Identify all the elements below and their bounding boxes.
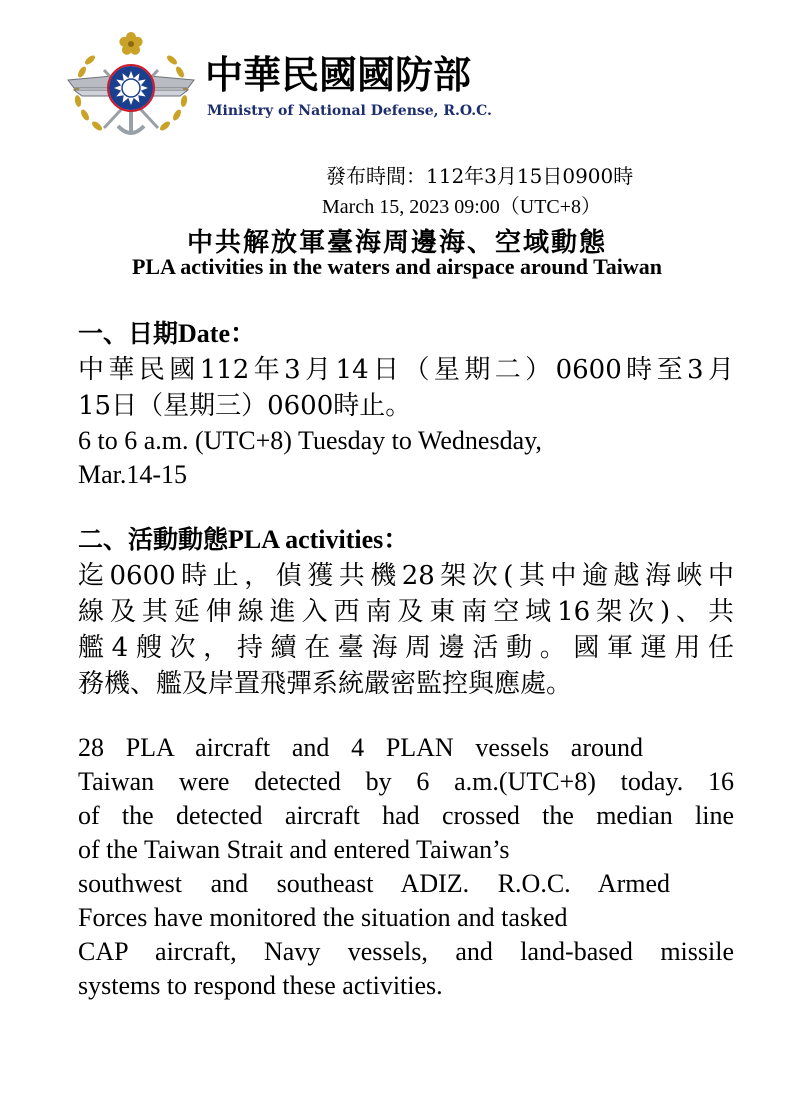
text-line: 28 PLA aircraft and 4 PLAN vessels around (78, 733, 643, 762)
section-activities-heading-zh: 二、活動動態 (78, 525, 229, 554)
release-time-zh: 發布時間：112年3月15日0900時 (326, 164, 634, 188)
text-line: CAP aircraft, Navy vessels, and land-based missile (78, 937, 734, 966)
document-title-zh: 中共解放軍臺海周邊海、空域動態 (186, 228, 607, 258)
section-activities (78, 522, 734, 702)
section-activities-english (78, 731, 734, 1003)
section-date-heading (78, 316, 734, 352)
document-title-en: PLA activities in the waters and airspace around Taiwan (131, 254, 663, 279)
text-line: 艦4艘次，持續在臺海周邊活動。國軍運用任 (78, 633, 734, 663)
text-line: 務機、艦及岸置飛彈系統嚴密監控與應處。 (78, 669, 573, 699)
section-activities-body-en (78, 731, 734, 1003)
section-date-body-en (78, 424, 734, 492)
text-line: Taiwan were detected by 6 a.m.(UTC+8) today. 16 (78, 767, 734, 796)
section-date (78, 316, 734, 492)
section-activities-heading-en: PLA activities： (228, 525, 410, 554)
text-line: Mar.14-15 (78, 460, 188, 489)
section-activities-heading (78, 522, 734, 558)
text-line: 中華民國112年3月14日（星期二）0600時至3月 (78, 355, 734, 385)
text-line: systems to respond these activities. (78, 971, 443, 1000)
section-date-heading-zh: 一、日期 (78, 319, 179, 348)
text-line: of the Taiwan Strait and entered Taiwan’s (78, 835, 510, 864)
section-date-body-zh (78, 352, 734, 424)
text-line: 15日（星期三）0600時止。 (78, 391, 412, 421)
text-line: 6 to 6 a.m. (UTC+8) Tuesday to Wednesday, (78, 426, 542, 455)
text-line: 線及其延伸線進入西南及東南空域16架次)、共 (78, 597, 734, 627)
text-line: southwest and southeast ADIZ. R.O.C. Armed (78, 869, 670, 898)
section-activities-body-zh (78, 558, 734, 702)
mnd-emblem-icon (60, 30, 202, 142)
section-date-heading-en: Date： (178, 319, 256, 348)
org-name-zh: 中華民國國防部 (205, 53, 472, 97)
text-line: Forces have monitored the situation and tasked (78, 903, 568, 932)
org-name-en: Ministry of National Defense, R.O.C. (207, 103, 492, 119)
text-line: 迄0600時止，偵獲共機28架次(其中逾越海峽中 (78, 561, 734, 591)
text-line: of the detected aircraft had crossed the median line (78, 801, 734, 830)
release-time-en: March 15, 2023 09:00（UTC+8） (322, 196, 602, 218)
